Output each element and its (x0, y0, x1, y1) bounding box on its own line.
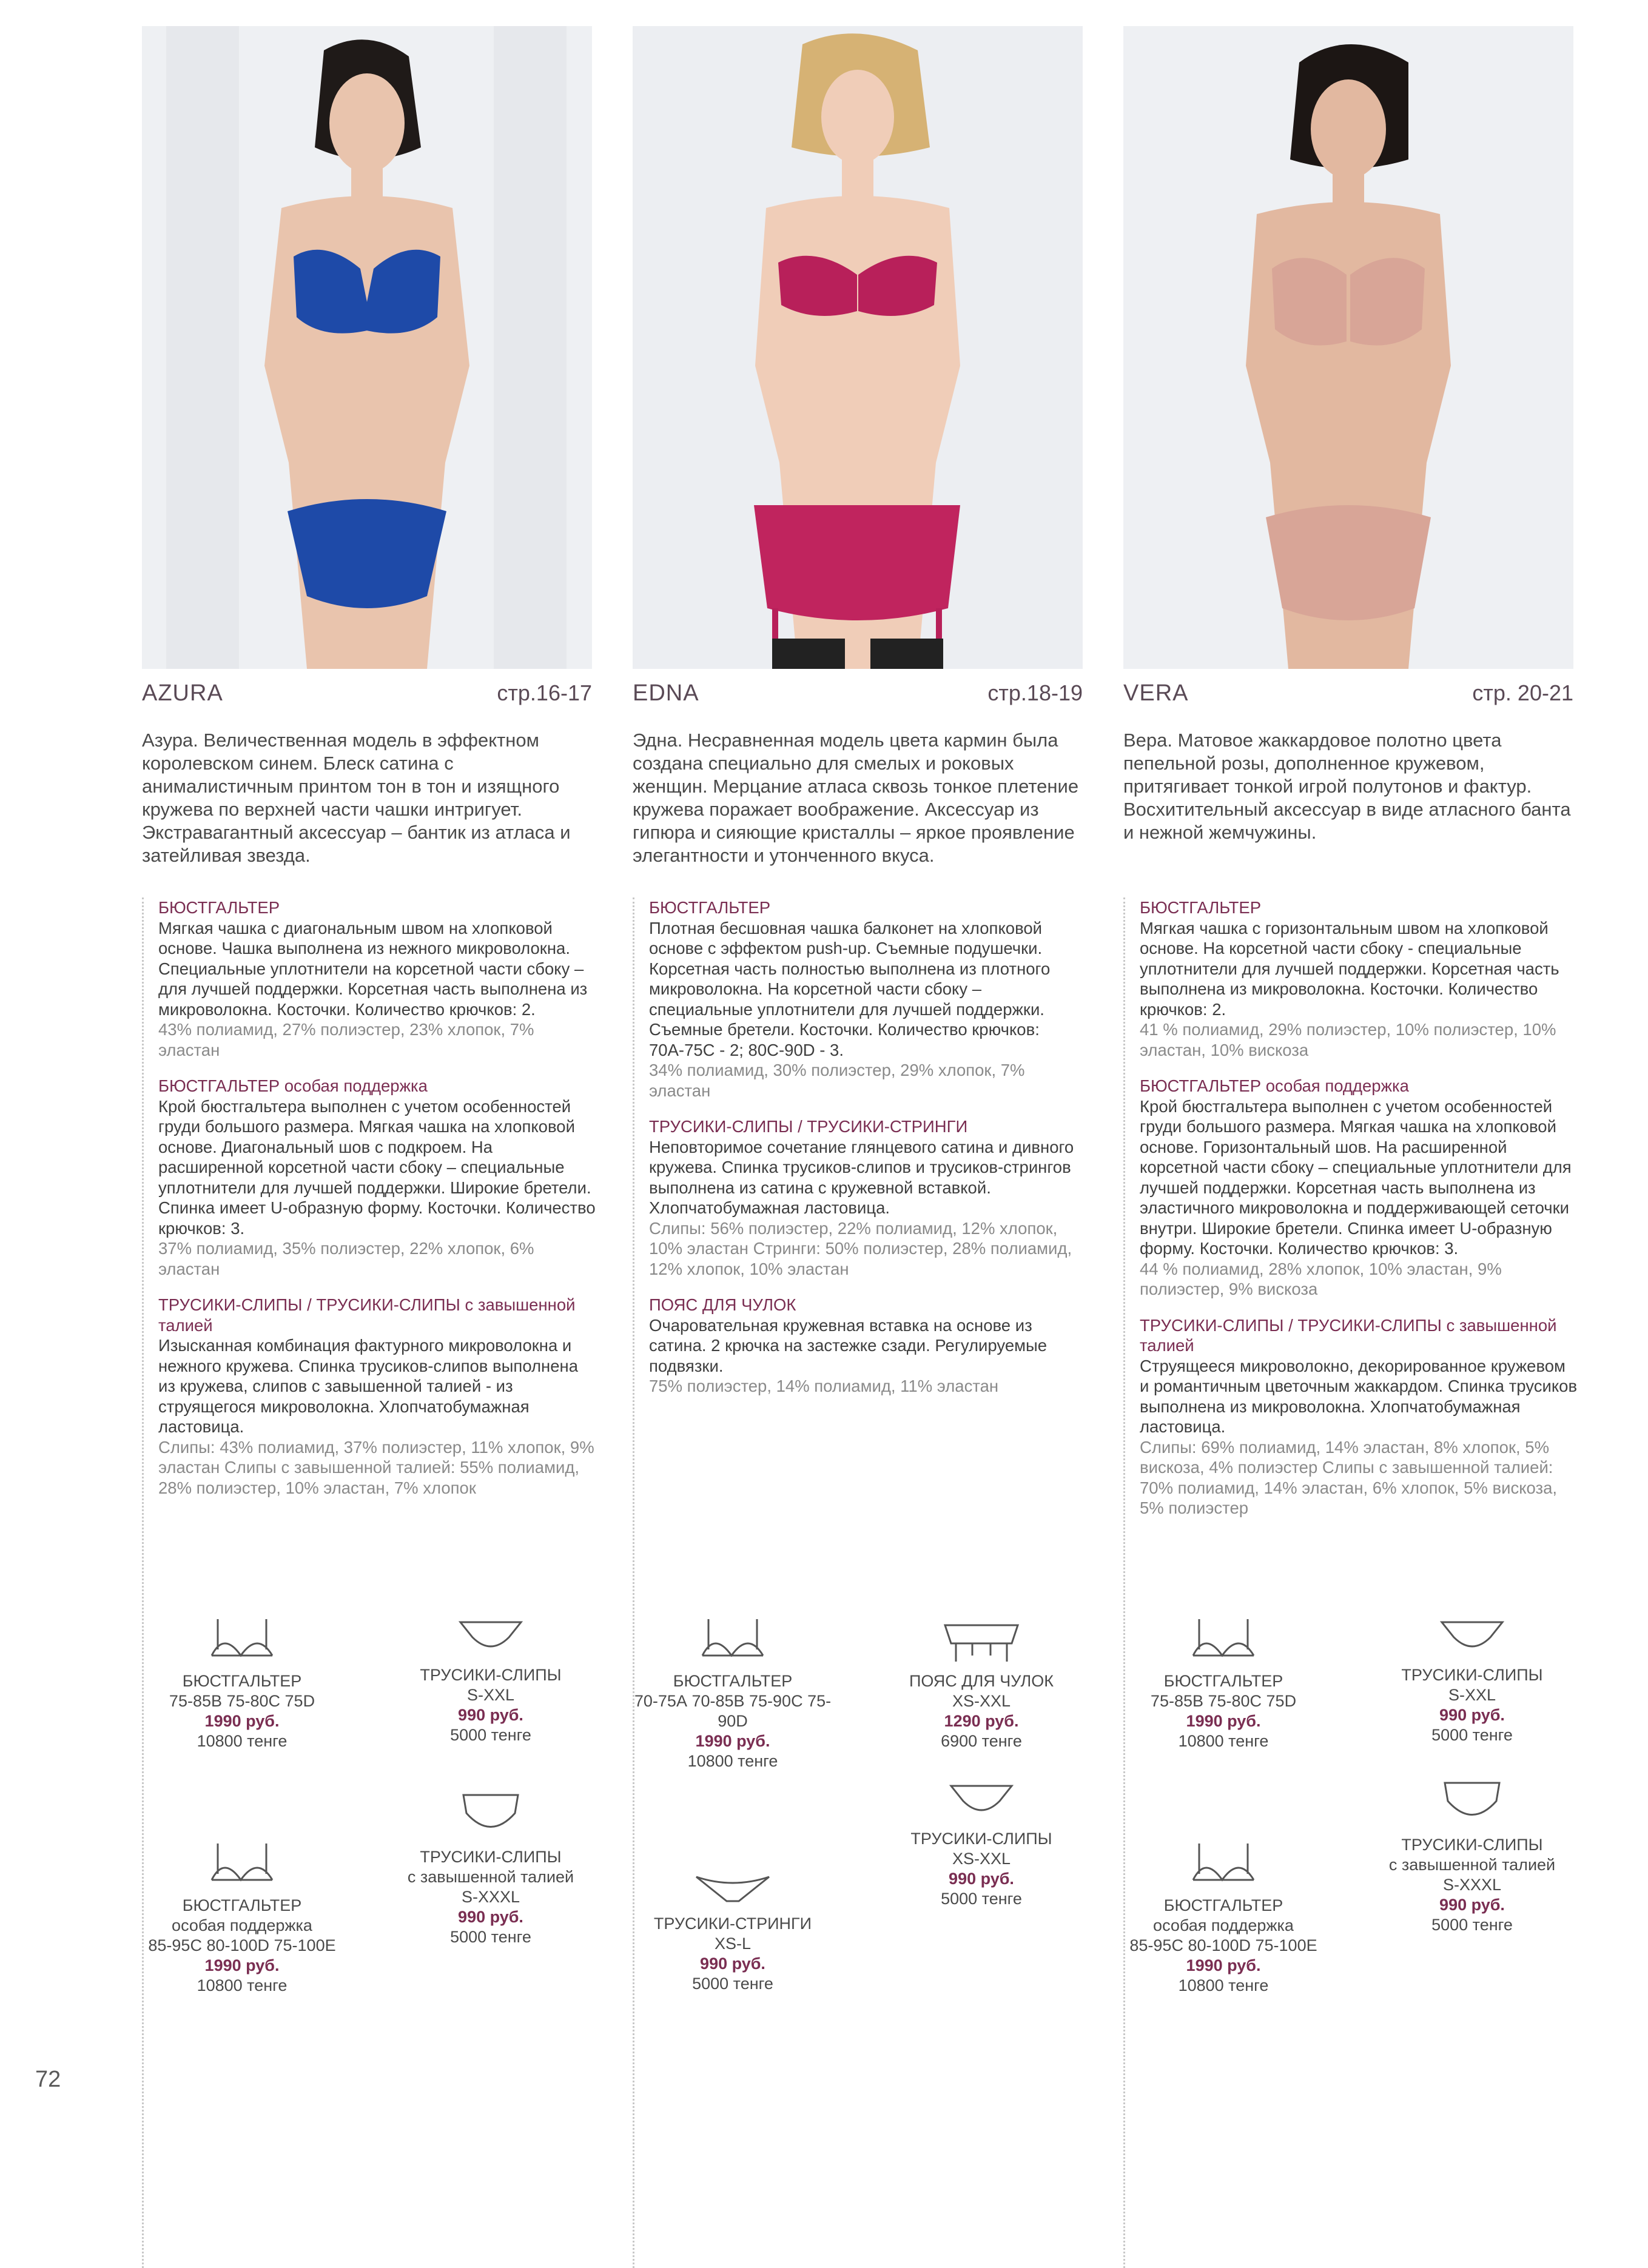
spec-composition: 37% полиамид, 35% полиэстер, 22% хлопок, 6% эластан (158, 1239, 534, 1278)
item-alt-price: 5000 тенге (450, 1726, 531, 1744)
item-price: 990 руб. (458, 1908, 523, 1926)
model-header (633, 680, 1083, 714)
product-item (1372, 1613, 1572, 1745)
model-header (1123, 680, 1573, 714)
item-sizes: XS-XXL (952, 1692, 1011, 1710)
model-intro: Эдна. Несравненная модель цвета кармин была создана специально для смелых и роковых женщин. Мерцание атласа сквозь тонкое плетение кружева поражает воображение. Аксессуар из гипюра и сияющие кристаллы – яркое проявление элегантности и утонченного вкуса. (633, 730, 1079, 866)
item-price: 990 руб. (458, 1706, 523, 1724)
product-item (142, 1837, 342, 1996)
bra-icon (696, 1613, 769, 1668)
spec-description: Мягкая чашка с горизонтальным швом на хлопковой основе. На корсетной части сбоку - специальные уплотнители для лучшей поддержки. Корсетная часть выполнена из микроволокна. Косточки. Количество крючков: 2. (1140, 918, 1559, 1019)
model-photo-vera (1123, 26, 1573, 669)
item-alt-price: 5000 тенге (941, 1890, 1022, 1908)
product-item (391, 1789, 591, 1947)
spec-description: Крой бюстгальтера выполнен с учетом особенностей груди большого размера. Мягкая чашка на хлопковой основе. Горизонтальный шов. На расширенной корсетной части сбоку – специальные уплотнители для лучшей поддержки. Корсетная часть выполнена из эластичного микроволокна и поддерживающей сеточки внутри. Широкие бретели. Спинка имеет U-образную форму. Косточки. Количество крючков: 3. (1140, 1096, 1572, 1258)
model-name: AZURA (142, 680, 223, 706)
item-label: БЮСТГАЛЬТЕР (1163, 1896, 1283, 1914)
spec-title: БЮСТГАЛЬТЕР особая поддержка (1140, 1076, 1409, 1095)
item-alt-price: 5000 тенге (1431, 1726, 1513, 1744)
item-sizes: 75-85B 75-80C 75D (169, 1692, 315, 1710)
high-waist-briefs-icon (1436, 1777, 1508, 1831)
thong-icon (690, 1868, 775, 1910)
item-price: 1990 руб. (695, 1732, 770, 1750)
item-price: 990 руб. (949, 1870, 1014, 1888)
item-label: ТРУСИКИ-СЛИПЫ (420, 1848, 562, 1866)
bra-icon (206, 1837, 278, 1892)
spec-description: Изысканная комбинация фактурного микроволокна и нежного кружева. Спинка трусиков-слипов выполнена из кружева, слипов с завышенной талией - из струящегося микроволокна. Хлопчатобумажная ластовица. (158, 1336, 579, 1436)
item-alt-price: 10800 тенге (197, 1732, 288, 1750)
item-price: 990 руб. (1439, 1896, 1505, 1914)
item-sizes: S-XXXL (1442, 1876, 1502, 1894)
item-alt-price: 5000 тенге (450, 1928, 531, 1946)
item-subtitle: с завышенной талией (1388, 1856, 1556, 1874)
product-item (1123, 1613, 1323, 1751)
model-intro: Вера. Матовое жаккардовое полотно цвета пепельной розы, дополненное кружевом, притягивает тонкой игрой полутонов и фактур. Восхитительный аксессуар в виде атласного банта и нежной жемчужины. (1123, 730, 1571, 843)
spec-section (158, 1076, 596, 1279)
spec-section (158, 1295, 596, 1498)
spec-title: ПОЯС ДЛЯ ЧУЛОК (649, 1295, 796, 1314)
item-sizes: 85-95C 80-100D 75-100E (148, 1936, 336, 1954)
item-label: БЮСТГАЛЬТЕР (182, 1896, 302, 1914)
item-price: 1990 руб. (204, 1712, 280, 1730)
model-photo-azura (142, 26, 592, 669)
item-price: 1990 руб. (1186, 1956, 1261, 1974)
item-alt-price: 5000 тенге (1431, 1916, 1513, 1934)
model-column-vera (1123, 0, 1578, 2127)
spec-section (1140, 897, 1578, 1060)
spec-description: Плотная бесшовная чашка балконет на хлопковой основе с эффектом push-up. Съемные подушечки. Корсетная часть полностью выполнена из плотного микроволокна. На корсетной части сбоку – специальные уплотнители для лучшей поддержки. Съемные бретели. Косточки. Количество крючков: 70А-75С - 2; 80С-90D - 3. (649, 918, 1051, 1059)
model-illustration-edna (633, 26, 1083, 669)
item-price: 1290 руб. (944, 1712, 1019, 1730)
product-item (1372, 1777, 1572, 1935)
briefs-icon (945, 1777, 1018, 1825)
page-reference: стр.18-19 (987, 680, 1083, 705)
bra-icon (206, 1613, 278, 1668)
spec-description: Неповторимое сочетание глянцевого сатина и дивного кружева. Спинка трусиков-слипов и трусиков-стрингов выполнена из сатина с кружевной вставкой. Хлопчатобумажная ластовица. (649, 1137, 1074, 1217)
bra-icon (1187, 1837, 1260, 1892)
page-reference: стр. 20-21 (1472, 680, 1573, 705)
item-label: ТРУСИКИ-СТРИНГИ (653, 1914, 812, 1933)
item-label: ТРУСИКИ-СЛИПЫ (1401, 1836, 1543, 1854)
spec-title: БЮСТГАЛЬТЕР (1140, 898, 1262, 917)
spec-section (1140, 1076, 1578, 1300)
model-name: EDNA (633, 680, 699, 706)
item-sizes: S-XXL (466, 1686, 515, 1704)
model-header (142, 680, 592, 714)
bra-icon (1187, 1613, 1260, 1668)
model-name: VERA (1123, 680, 1189, 706)
garter-belt-icon (939, 1613, 1024, 1668)
spec-title: ТРУСИКИ-СЛИПЫ / ТРУСИКИ-СТРИНГИ (649, 1117, 968, 1136)
item-sizes: 70-75А 70-85В 75-90С 75-90D (634, 1692, 832, 1730)
product-items (633, 1613, 1083, 2074)
spec-section (649, 897, 1087, 1101)
model-column-azura (142, 0, 596, 2127)
spec-section (158, 897, 596, 1060)
high-waist-briefs-icon (454, 1789, 527, 1844)
briefs-icon (1436, 1613, 1508, 1662)
item-price: 1990 руб. (1186, 1712, 1261, 1730)
item-sizes: XS-L (714, 1934, 752, 1953)
product-item (881, 1777, 1081, 1909)
spec-description: Очаровательная кружевная вставка на основе из сатина. 2 крючка на застежке сзади. Регулируемые подвязки. (649, 1315, 1048, 1375)
item-label: БЮСТГАЛЬТЕР (673, 1672, 793, 1690)
item-subtitle: с завышенной талией (407, 1868, 574, 1886)
spec-composition: 44 % полиамид, 28% хлопок, 10% эластан, 9% полиэстер, 9% вискоза (1140, 1259, 1502, 1298)
item-subtitle: особая поддержка (1153, 1916, 1294, 1934)
spec-composition: 34% полиамид, 30% полиэстер, 29% хлопок, 7% эластан (649, 1061, 1025, 1100)
product-item (633, 1868, 833, 1994)
page-number: 72 (35, 2067, 61, 2092)
item-alt-price: 10800 тенге (197, 1976, 288, 1995)
model-illustration-azura (142, 26, 592, 669)
item-price: 990 руб. (1439, 1706, 1505, 1724)
spec-section (649, 1116, 1087, 1279)
item-alt-price: 10800 тенге (1178, 1732, 1269, 1750)
item-sizes: S-XXXL (461, 1888, 520, 1906)
item-sizes: XS-XXL (952, 1850, 1011, 1868)
spec-composition: 41 % полиамид, 29% полиэстер, 10% полиэстер, 10% эластан, 10% вискоза (1140, 1020, 1556, 1059)
page-reference: стр.16-17 (497, 680, 592, 705)
briefs-icon (454, 1613, 527, 1662)
product-item (881, 1613, 1081, 1751)
spec-title: БЮСТГАЛЬТЕР особая поддержка (158, 1076, 428, 1095)
spec-composition: 75% полиэстер, 14% полиамид, 11% эластан (649, 1377, 999, 1395)
item-label: БЮСТГАЛЬТЕР (182, 1672, 302, 1690)
spec-composition: Слипы: 43% полиамид, 37% полиэстер, 11% хлопок, 9% эластан Слипы с завышенной талией: 55% полиамид, 28% полиэстер, 10% эластан, 7% хлопок (158, 1437, 594, 1497)
item-sizes: S-XXL (1448, 1686, 1496, 1704)
spec-title: БЮСТГАЛЬТЕР (649, 898, 771, 917)
spec-section (1140, 1315, 1578, 1518)
product-items (142, 1613, 592, 2074)
item-alt-price: 10800 тенге (1178, 1976, 1269, 1995)
model-column-edna (633, 0, 1083, 2127)
spec-composition: Слипы: 69% полиамид, 14% эластан, 8% хлопок, 5% вискоза, 4% полиэстер Слипы с завышенной талией: 70% полиамид, 14% эластан, 6% хлопок, 5% вискоза, 5% полиэстер (1140, 1437, 1558, 1517)
item-label: ТРУСИКИ-СЛИПЫ (420, 1666, 562, 1684)
model-intro: Азура. Величественная модель в эффектном королевском синем. Блеск сатина с анималистичным принтом тон в тон и изящного кружева по верхней части чашки интригует. Экстравагантный аксессуар – бантик из атласа и затейливая звезда. (142, 730, 571, 866)
spec-title: ТРУСИКИ-СЛИПЫ / ТРУСИКИ-СЛИПЫ с завышенной талией (158, 1295, 576, 1335)
item-label: ПОЯС ДЛЯ ЧУЛОК (909, 1672, 1054, 1690)
product-items (1123, 1613, 1573, 2074)
product-item (1123, 1837, 1323, 1996)
model-illustration-vera (1123, 26, 1573, 669)
spec-composition: Слипы: 56% полиэстер, 22% полиамид, 12% хлопок, 10% эластан Стринги: 50% полиэстер, 28% полиамид, 12% хлопок, 10% эластан (649, 1218, 1072, 1278)
spec-title: ТРУСИКИ-СЛИПЫ / ТРУСИКИ-СЛИПЫ с завышенной талией (1140, 1315, 1557, 1355)
item-price: 1990 руб. (204, 1956, 280, 1974)
spec-description: Мягкая чашка с диагональным швом на хлопковой основе. Чашка выполнена из нежного микроволокна. Специальные уплотнители на корсетной части сбоку – для лучшей поддержки. Корсетная часть выполнена из микроволокна. Косточки. Количество крючков: 2. (158, 918, 588, 1019)
product-item (142, 1613, 342, 1751)
item-sizes: 75-85B 75-80C 75D (1150, 1692, 1297, 1710)
item-subtitle: особая поддержка (172, 1916, 312, 1934)
model-photo-edna (633, 26, 1083, 669)
spec-description: Крой бюстгальтера выполнен с учетом особенностей груди большого размера. Мягкая чашка на хлопковой основе. Диагональный шов с подкроем. На расширенной корсетной части сбоку – специальные уплотнители для лучшей поддержки. Широкие бретели. Спинка имеет U-образную форму. Косточки. Количество крючков: 3. (158, 1096, 596, 1238)
spec-title: БЮСТГАЛЬТЕР (158, 898, 280, 917)
item-label: ТРУСИКИ-СЛИПЫ (910, 1830, 1052, 1848)
product-item (391, 1613, 591, 1745)
item-label: БЮСТГАЛЬТЕР (1163, 1672, 1283, 1690)
spec-composition: 43% полиамид, 27% полиэстер, 23% хлопок, 7% эластан (158, 1020, 534, 1059)
item-sizes: 85-95C 80-100D 75-100E (1129, 1936, 1317, 1954)
spec-section (649, 1295, 1087, 1397)
item-alt-price: 10800 тенге (687, 1752, 778, 1770)
product-item (633, 1613, 833, 1771)
item-alt-price: 6900 тенге (941, 1732, 1022, 1750)
spec-description: Струящееся микроволокно, декорированное кружевом и романтичным цветочным жаккардом. Спинка трусиков выполнена из микроволокна. Хлопчатобумажная ластовица. (1140, 1356, 1578, 1436)
item-label: ТРУСИКИ-СЛИПЫ (1401, 1666, 1543, 1684)
item-alt-price: 5000 тенге (692, 1974, 773, 1993)
item-price: 990 руб. (700, 1954, 765, 1973)
